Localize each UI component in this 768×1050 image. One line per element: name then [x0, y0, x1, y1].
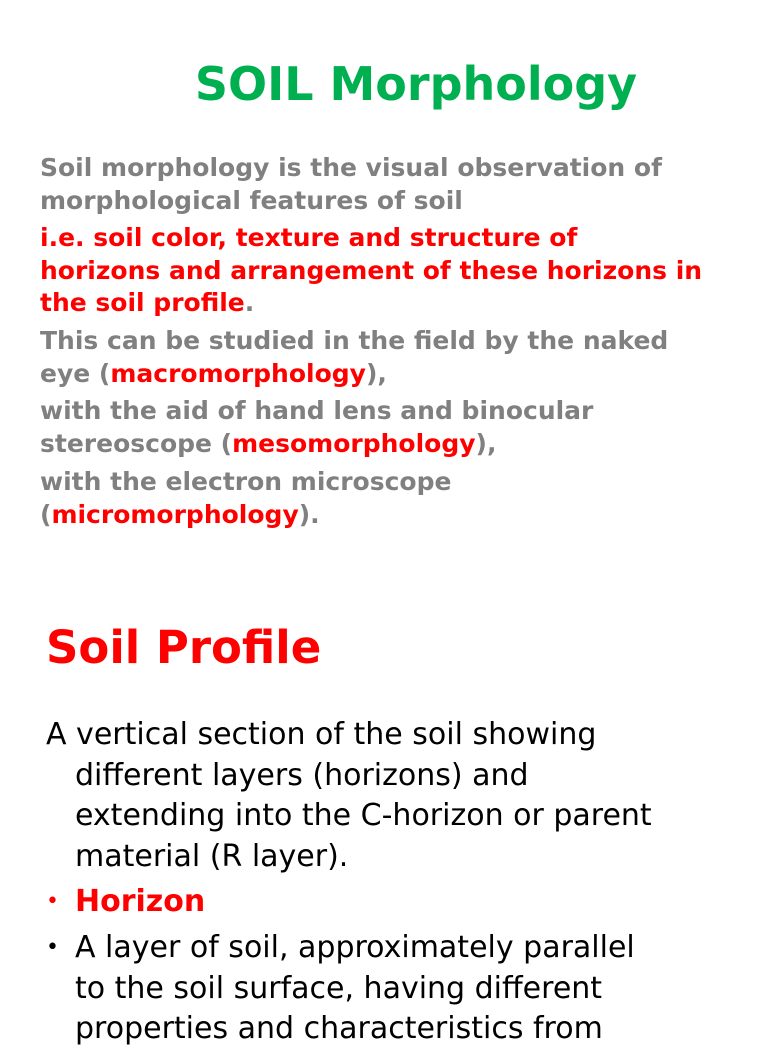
intro-line — [40, 287, 762, 320]
intro-paragraph-5 — [40, 466, 762, 531]
intro-highlight: the soil profile — [40, 288, 245, 317]
intro-term-mesomorphology: mesomorphology — [232, 428, 476, 458]
definition-line: extending into the C-horizon or parent — [75, 798, 652, 833]
intro-text: stereoscope ( — [40, 428, 233, 458]
intro-punct: . — [244, 288, 255, 317]
intro-line — [40, 499, 762, 532]
intro-term-micromorphology: micromorphology — [51, 499, 299, 529]
definition-line: different layers (horizons) and — [75, 757, 529, 793]
intro-paragraph-3 — [40, 325, 762, 390]
intro-punct: ), — [475, 428, 497, 458]
page-title: SOIL Morphology — [194, 57, 638, 111]
bullet-line: A layer of soil, approximately parallel — [75, 930, 635, 965]
bullet-marker: • — [46, 935, 59, 960]
intro-line — [40, 358, 762, 391]
intro-line: with the electron microscope — [40, 467, 452, 496]
intro-text: eye ( — [40, 358, 111, 388]
intro-punct: ), — [365, 358, 387, 388]
definition-line: A vertical section of the soil showing — [46, 717, 597, 752]
intro-line: This can be studied in the field by the naked — [40, 326, 669, 355]
intro-line — [40, 428, 762, 461]
intro-punct: ). — [298, 499, 320, 529]
definition-paragraph — [46, 715, 761, 877]
intro-line: Soil morphology is the visual observation of — [40, 153, 662, 182]
bullet-text: Horizon — [75, 884, 206, 919]
intro-term-macromorphology: macromorphology — [110, 358, 366, 388]
intro-paragraph-1 — [40, 152, 762, 217]
bullet-item-definition — [46, 928, 761, 1050]
bullet-line: properties and characteristics from — [75, 1011, 603, 1046]
section-heading: Soil Profile — [46, 621, 322, 674]
intro-line: i.e. soil color, texture and structure of — [40, 223, 578, 252]
intro-line: with the aid of hand lens and binocular — [40, 396, 594, 425]
intro-line: morphological features of soil — [40, 185, 463, 215]
intro-line: horizons and arrangement of these horizons in — [40, 255, 703, 285]
intro-paragraph-4 — [40, 395, 762, 460]
bullet-item-horizon — [46, 882, 761, 923]
intro-paragraph-2 — [40, 222, 762, 320]
definition-line: material (R layer). — [75, 838, 349, 874]
bullet-marker: • — [46, 889, 59, 914]
intro-punct: ( — [40, 499, 52, 529]
bullet-line: to the soil surface, having different — [75, 970, 603, 1006]
